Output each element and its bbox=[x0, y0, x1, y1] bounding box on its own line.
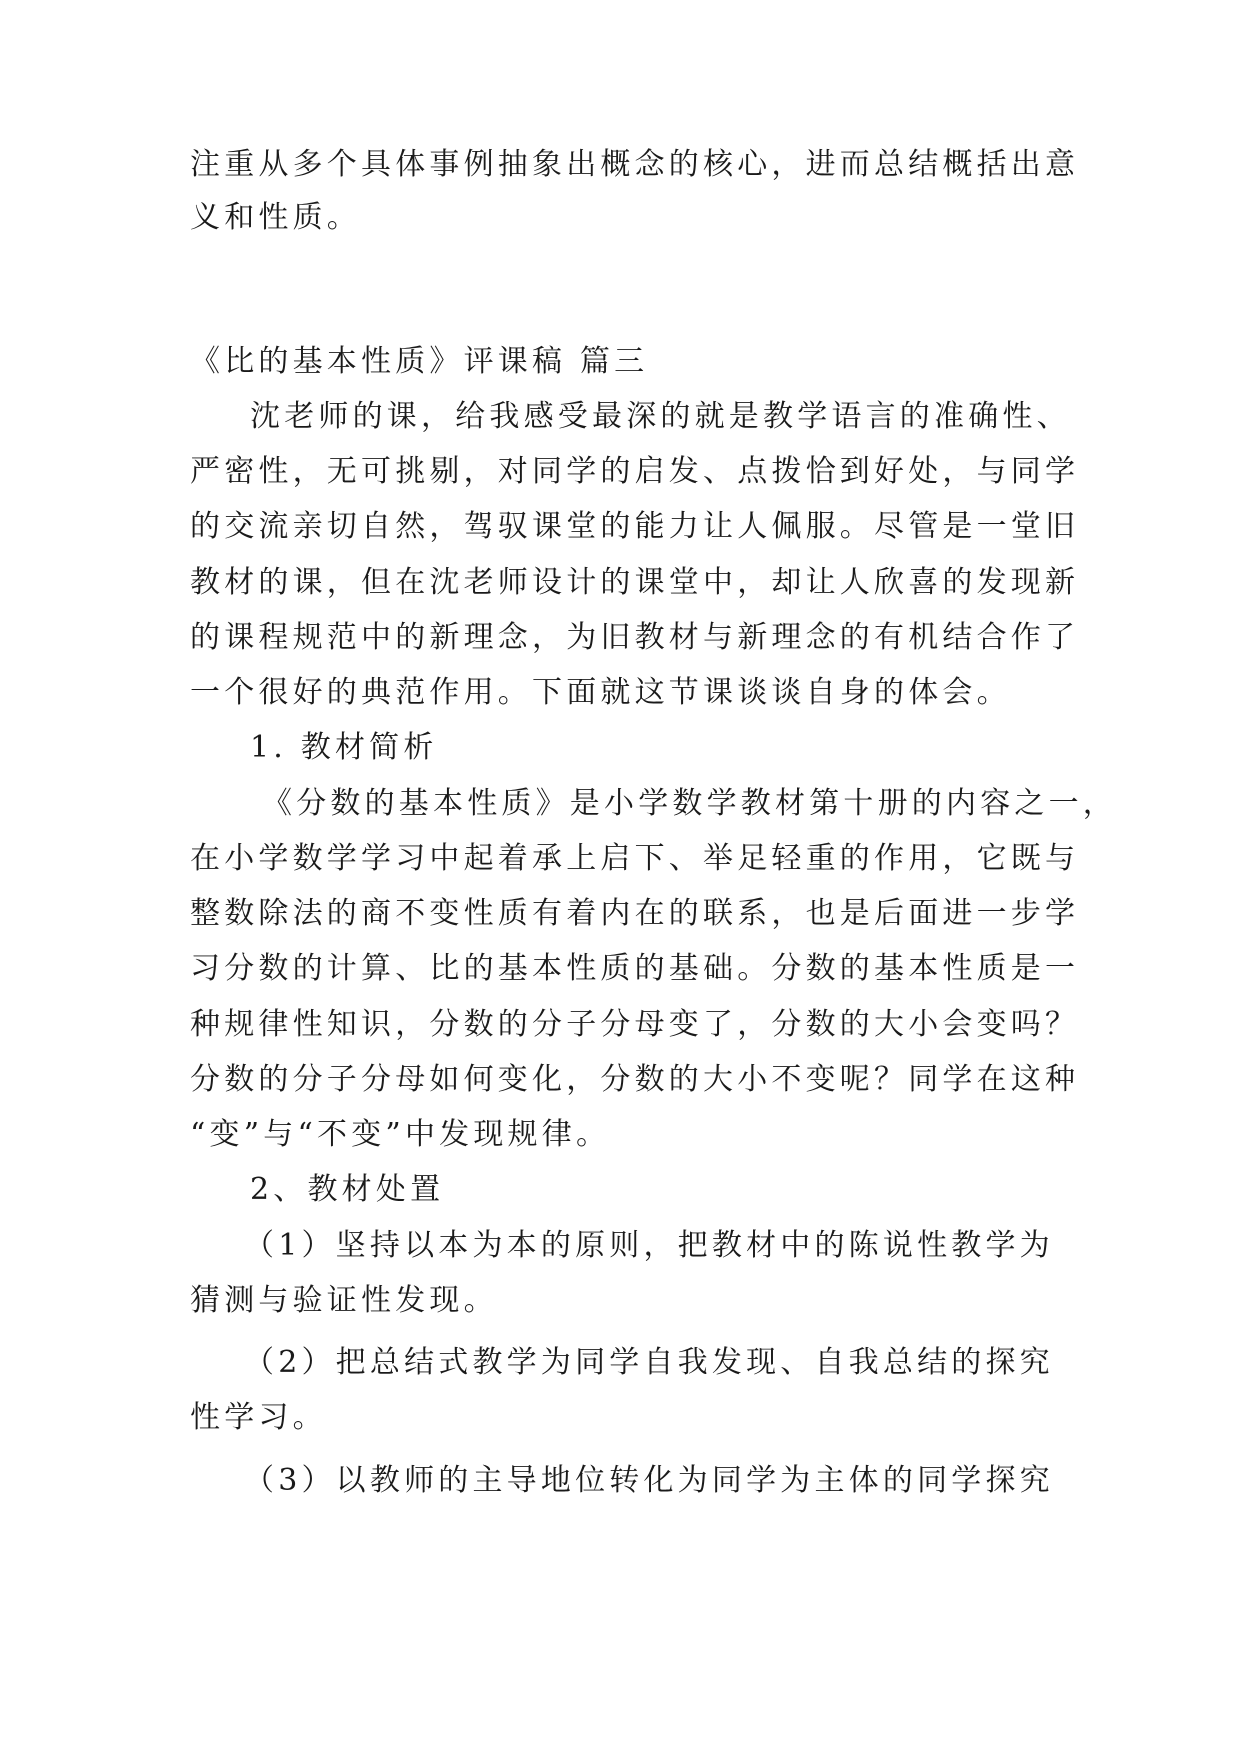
section-title: 《比的基本性质》评课稿 篇三 bbox=[190, 344, 649, 379]
subheading: 2、教材处置 bbox=[250, 1172, 445, 1207]
paragraph-line: 《分数的基本性质》是小学数学教材第十册的内容之一， bbox=[262, 786, 1117, 821]
paragraph-line: 性学习。 bbox=[190, 1400, 327, 1435]
paragraph-line: （1）坚持以本为本的原则，把教材中的陈说性教学为 bbox=[244, 1228, 1054, 1263]
paragraph-line: 猜测与验证性发现。 bbox=[190, 1283, 498, 1318]
paragraph-line: （3）以教师的主导地位转化为同学为主体的同学探究 bbox=[244, 1463, 1054, 1498]
paragraph-line: 注重从多个具体事例抽象出概念的核心，进而总结概括出意 bbox=[190, 147, 1080, 182]
paragraph-line: 严密性，无可挑剔，对同学的启发、点拨恰到好处，与同学 bbox=[190, 454, 1080, 489]
paragraph-line: 的交流亲切自然，驾驭课堂的能力让人佩服。尽管是一堂旧 bbox=[190, 509, 1080, 544]
paragraph-line: 教材的课，但在沈老师设计的课堂中，却让人欣喜的发现新 bbox=[190, 565, 1080, 600]
paragraph-line: 的课程规范中的新理念，为旧教材与新理念的有机结合作了 bbox=[190, 620, 1080, 655]
paragraph-line: 在小学数学学习中起着承上启下、举足轻重的作用，它既与 bbox=[190, 841, 1080, 876]
paragraph-line: 一个很好的典范作用。下面就这节课谈谈自身的体会。 bbox=[190, 675, 1011, 710]
paragraph-line: 种规律性知识，分数的分子分母变了，分数的大小会变吗？ bbox=[190, 1007, 1080, 1042]
paragraph-line: 习分数的计算、比的基本性质的基础。分数的基本性质是一 bbox=[190, 951, 1080, 986]
paragraph-line: 分数的分子分母如何变化，分数的大小不变呢？同学在这种 bbox=[190, 1062, 1080, 1097]
paragraph-line: 义和性质。 bbox=[190, 200, 361, 235]
paragraph-line: 沈老师的课，给我感受最深的就是教学语言的准确性、 bbox=[250, 399, 1071, 434]
subheading: 1. 教材简析 bbox=[250, 730, 438, 765]
paragraph-line: 整数除法的商不变性质有着内在的联系，也是后面进一步学 bbox=[190, 896, 1080, 931]
paragraph-line: （2）把总结式教学为同学自我发现、自我总结的探究 bbox=[244, 1345, 1054, 1380]
paragraph-line: “变”与“不变”中发现规律。 bbox=[190, 1117, 611, 1152]
